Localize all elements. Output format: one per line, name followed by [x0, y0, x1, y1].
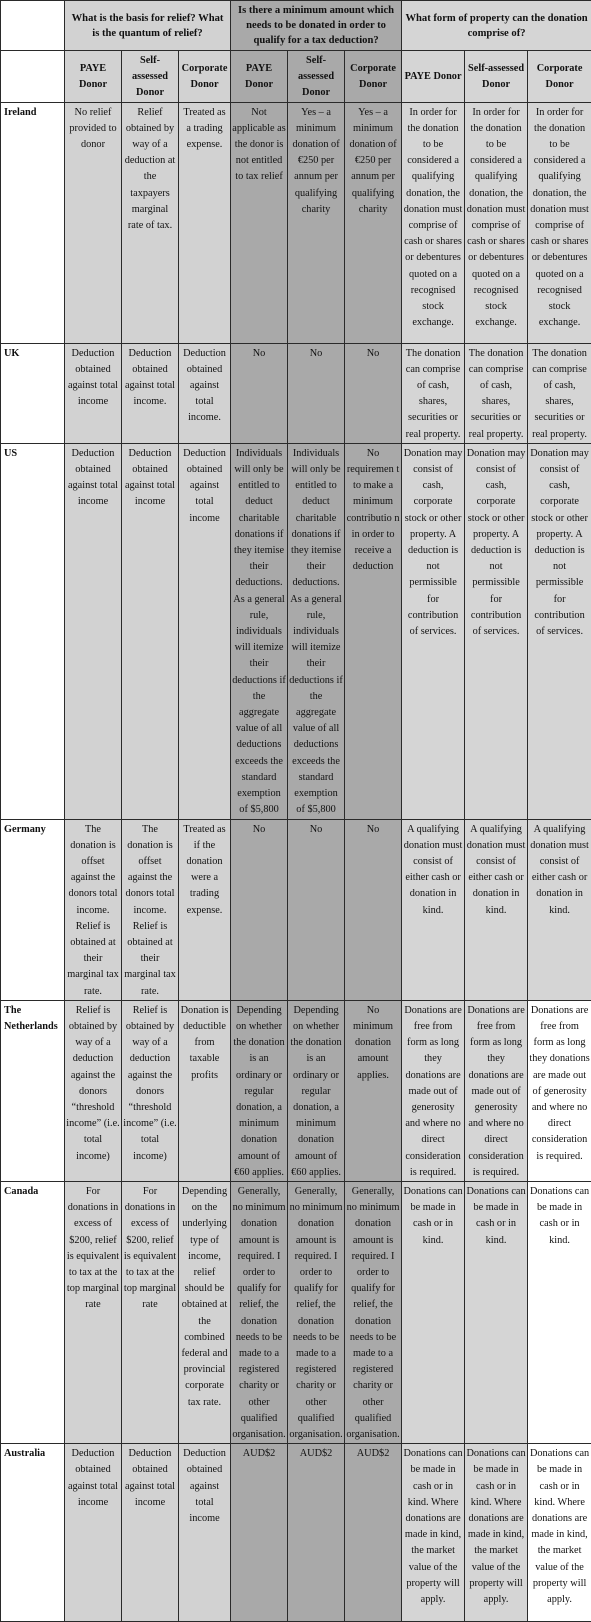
table-row-germany [1, 819, 591, 1000]
sub-header-self-assessed: Self-assessed Donor [288, 51, 345, 103]
table-cell: Deduction obtained against total income [65, 1444, 122, 1622]
table-cell: Donations can be made in cash or in kind. [465, 1181, 528, 1443]
table-row-netherlands [1, 1000, 591, 1181]
country-name: UK [1, 343, 65, 443]
table-cell: No minimum donation amount applies. [345, 1000, 402, 1181]
table-cell: A qualifying donation must consist of either cash or donation in kind. [402, 819, 465, 1000]
table-cell: Donations are free from form as long they donations are made out of generosity and where no direct consideration is required. [465, 1000, 528, 1181]
table-cell: In order for the donation to be considered a qualifying donation, the donation must comprise of cash or shares or debentures quoted on a recognised stock exchange. [465, 102, 528, 343]
sub-header-paye: PAYE Donor [402, 51, 465, 103]
corner-cell [1, 1, 65, 51]
table-cell: No [345, 819, 402, 1000]
table-cell: Depending on whether the donation is an ordinary or regular donation, a minimum donation amount of €60 applies. [288, 1000, 345, 1181]
sub-header-corporate: Corporate Donor [528, 51, 591, 103]
table-cell: Donations can be made in cash or in kind. Where donations are made in kind, the market value of the property will apply. [465, 1444, 528, 1622]
table-cell: Yes – a minimum donation of €250 per annum per qualifying charity [345, 102, 402, 343]
table-cell: In order for the donation to be considered a qualifying donation, the donation must comprise of cash or shares or debentures quoted on a recognised stock exchange. [402, 102, 465, 343]
table-cell: Donation may consist of cash, corporate stock or other property. A deduction is not permissible for contribution of services. [528, 443, 591, 819]
table-cell: Generally, no minimum donation amount is required. I order to qualify for relief, the donation needs to be made to a registered charity or other qualified organisation. [231, 1181, 288, 1443]
table-cell: AUD$2 [288, 1444, 345, 1622]
sub-header-corporate: Corporate Donor [179, 51, 231, 103]
table-cell: AUD$2 [345, 1444, 402, 1622]
table-cell: Donations can be made in cash or in kind. Where donations are made in kind, the market value of the property will apply. [402, 1444, 465, 1622]
table-cell: Deduction obtained against total income. [122, 343, 179, 443]
table-row-australia [1, 1444, 591, 1622]
sub-header-self-assessed: Self-assessed Donor [465, 51, 528, 103]
table-cell: No [231, 819, 288, 1000]
sub-header-corporate: Corporate Donor [345, 51, 402, 103]
table-cell: The donation can comprise of cash, shares, securities or real property. [402, 343, 465, 443]
table-cell: Individuals will only be entitled to deduct charitable donations if they itemise their deductions. As a general rule, individuals will itemize their deductions if the aggregate value of all deductions exceeds the standard exemption of $5,800 [288, 443, 345, 819]
table-cell: A qualifying donation must consist of either cash or donation in kind. [465, 819, 528, 1000]
group-header-minimum-amount: Is there a minimum amount which needs to be donated in order to qualify for a tax deduction? [231, 1, 402, 51]
table-cell: Deduction obtained against total income [65, 343, 122, 443]
sub-header-row [1, 51, 591, 103]
table-cell: Donations are free from form as long they donations are made out of generosity and where no direct consideration is required. [528, 1000, 591, 1181]
table-cell: Donations are free from form as long they donations are made out of generosity and where no direct consideration is required. [402, 1000, 465, 1181]
table-cell: Deduction obtained against total income [122, 1444, 179, 1622]
table-cell: No requiremen t to make a minimum contributio n in order to receive a deduction [345, 443, 402, 819]
table-cell: The donation is offset against the donors total income. Relief is obtained at their marginal tax rate. [65, 819, 122, 1000]
group-header-property-form: What form of property can the donation comprise of? [402, 1, 591, 51]
table-cell: Generally, no minimum donation amount is required. I order to qualify for relief, the donation needs to be made to a registered charity or other qualified organisation. [288, 1181, 345, 1443]
table-cell: Relief obtained by way of a deduction at the taxpayers marginal rate of tax. [122, 102, 179, 343]
table-cell: For donations in excess of $200, relief is equivalent to tax at the top marginal rate [122, 1181, 179, 1443]
sub-header-paye: PAYE Donor [65, 51, 122, 103]
country-name: US [1, 443, 65, 819]
table-cell: Donation may consist of cash, corporate stock or other property. A deduction is not permissible for contribution of services. [465, 443, 528, 819]
table-row-us [1, 443, 591, 819]
table-cell: In order for the donation to be considered a qualifying donation, the donation must comprise of cash or shares or debentures quoted on a recognised stock exchange. [528, 102, 591, 343]
table-cell: Donations can be made in cash or in kind. [402, 1181, 465, 1443]
table-cell: Individuals will only be entitled to deduct charitable donations if they itemise their deductions. As a general rule, individuals will itemize their deductions if the aggregate value of all deductions exceeds the standard exemption of $5,800 [231, 443, 288, 819]
table-cell: The donation can comprise of cash, shares, securities or real property. [528, 343, 591, 443]
table-cell: Deduction obtained against total income [179, 1444, 231, 1622]
country-name: The Netherlands [1, 1000, 65, 1181]
corner-cell [1, 51, 65, 103]
table-cell: Deduction obtained against total income. [179, 343, 231, 443]
sub-header-self-assessed: Self-assessed Donor [122, 51, 179, 103]
table-row-canada [1, 1181, 591, 1443]
table-cell: The donation can comprise of cash, shares, securities or real property. [465, 343, 528, 443]
table-cell: No [288, 819, 345, 1000]
table-cell: Donations can be made in cash or in kind. [528, 1181, 591, 1443]
group-header-relief-basis: What is the basis for relief? What is the quantum of relief? [65, 1, 231, 51]
country-name: Ireland [1, 102, 65, 343]
table-cell: No [288, 343, 345, 443]
table-cell: No [345, 343, 402, 443]
table-cell: Treated as a trading expense. [179, 102, 231, 343]
table-cell: Donations can be made in cash or in kind. Where donations are made in kind, the market value of the property will apply. [528, 1444, 591, 1622]
table-row-ireland [1, 102, 591, 343]
table-cell: Generally, no minimum donation amount is required. I order to qualify for relief, the donation needs to be made to a registered charity or other qualified organisation. [345, 1181, 402, 1443]
table-cell: No [231, 343, 288, 443]
table-cell: Depending on the underlying type of income, relief should be obtained at the combined federal and provincial corporate tax rate. [179, 1181, 231, 1443]
country-name: Germany [1, 819, 65, 1000]
table-cell: Relief is obtained by way of a deduction against the donors “threshold income” (i.e. total income) [65, 1000, 122, 1181]
group-header-row [1, 1, 591, 51]
table-cell: The donation is offset against the donors total income. Relief is obtained at their marginal tax rate. [122, 819, 179, 1000]
country-name: Canada [1, 1181, 65, 1443]
table-row-uk [1, 343, 591, 443]
sub-header-paye: PAYE Donor [231, 51, 288, 103]
table-cell: Depending on whether the donation is an ordinary or regular donation, a minimum donation amount of €60 applies. [231, 1000, 288, 1181]
table-cell: Donation may consist of cash, corporate stock or other property. A deduction is not permissible for contribution of services. [402, 443, 465, 819]
table-cell: Treated as if the donation were a trading expense. [179, 819, 231, 1000]
table-cell: Deduction obtained against total income [122, 443, 179, 819]
table-cell: AUD$2 [231, 1444, 288, 1622]
country-name: Australia [1, 1444, 65, 1622]
table-cell: Deduction obtained against total income [65, 443, 122, 819]
table-cell: Relief is obtained by way of a deduction against the donors “threshold income” (i.e. total income) [122, 1000, 179, 1181]
table-cell: No relief provided to donor [65, 102, 122, 343]
table-cell: Not applicable as the donor is not entitled to tax relief [231, 102, 288, 343]
table-cell: Yes – a minimum donation of €250 per annum per qualifying charity [288, 102, 345, 343]
table-cell: A qualifying donation must consist of either cash or donation in kind. [528, 819, 591, 1000]
table-cell: Deduction obtained against total income [179, 443, 231, 819]
table-cell: Donation is deductible from taxable profits [179, 1000, 231, 1181]
table-cell: For donations in excess of $200, relief is equivalent to tax at the top marginal rate [65, 1181, 122, 1443]
